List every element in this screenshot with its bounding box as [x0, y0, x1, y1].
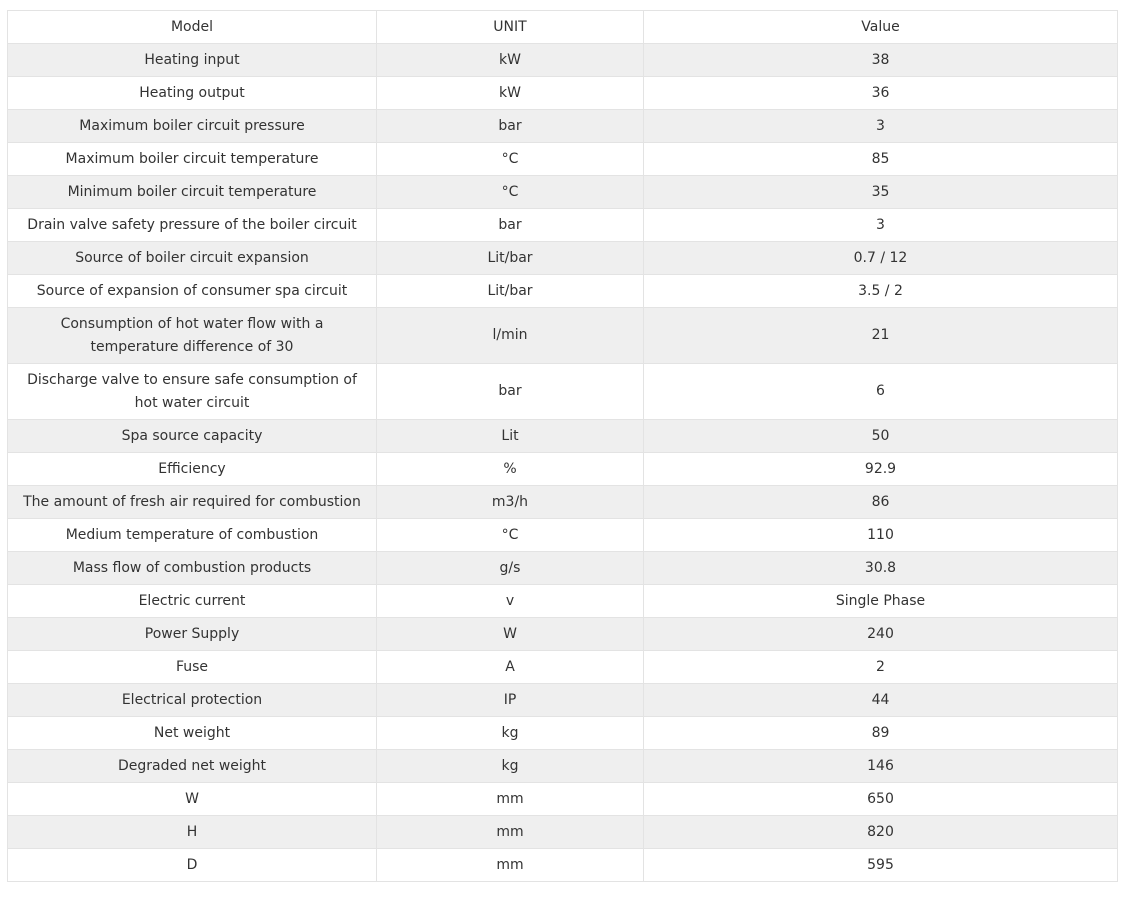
- cell-model: Source of expansion of consumer spa circuit: [8, 275, 377, 308]
- cell-value: 0.7 / 12: [644, 242, 1118, 275]
- cell-model: Maximum boiler circuit pressure: [8, 110, 377, 143]
- table-row: [8, 717, 1118, 750]
- cell-unit: Lit/bar: [377, 275, 644, 308]
- cell-unit: °C: [377, 143, 644, 176]
- table-body: [8, 44, 1118, 882]
- cell-value: 35: [644, 176, 1118, 209]
- table-row: [8, 585, 1118, 618]
- cell-model: D: [8, 849, 377, 882]
- cell-unit: Lit: [377, 420, 644, 453]
- cell-unit: W: [377, 618, 644, 651]
- table-row: [8, 453, 1118, 486]
- cell-value: 44: [644, 684, 1118, 717]
- cell-model: Heating output: [8, 77, 377, 110]
- table-row: [8, 242, 1118, 275]
- cell-value: 240: [644, 618, 1118, 651]
- cell-value: 650: [644, 783, 1118, 816]
- cell-model: Maximum boiler circuit temperature: [8, 143, 377, 176]
- table-row: [8, 816, 1118, 849]
- cell-value: 3: [644, 209, 1118, 242]
- cell-unit: bar: [377, 110, 644, 143]
- cell-model: Efficiency: [8, 453, 377, 486]
- cell-unit: kW: [377, 44, 644, 77]
- cell-model: Electric current: [8, 585, 377, 618]
- cell-model: Mass flow of combustion products: [8, 552, 377, 585]
- cell-model: Source of boiler circuit expansion: [8, 242, 377, 275]
- table-row: [8, 209, 1118, 242]
- cell-value: 6: [644, 364, 1118, 420]
- table-row: [8, 849, 1118, 882]
- table-row: [8, 750, 1118, 783]
- cell-model: Net weight: [8, 717, 377, 750]
- cell-unit: A: [377, 651, 644, 684]
- cell-value: 595: [644, 849, 1118, 882]
- cell-model: H: [8, 816, 377, 849]
- table-row: [8, 783, 1118, 816]
- cell-model: Drain valve safety pressure of the boiler circuit: [8, 209, 377, 242]
- cell-unit: bar: [377, 364, 644, 420]
- cell-unit: mm: [377, 816, 644, 849]
- cell-unit: °C: [377, 519, 644, 552]
- table-row: [8, 143, 1118, 176]
- table-row: [8, 275, 1118, 308]
- table-row: [8, 684, 1118, 717]
- header-model: Model: [8, 11, 377, 44]
- cell-model: Spa source capacity: [8, 420, 377, 453]
- cell-value: 92.9: [644, 453, 1118, 486]
- header-value: Value: [644, 11, 1118, 44]
- header-unit: UNIT: [377, 11, 644, 44]
- cell-value: 21: [644, 308, 1118, 364]
- cell-unit: v: [377, 585, 644, 618]
- cell-value: 3.5 / 2: [644, 275, 1118, 308]
- table-row: [8, 364, 1118, 420]
- cell-model: W: [8, 783, 377, 816]
- cell-unit: bar: [377, 209, 644, 242]
- cell-unit: kg: [377, 717, 644, 750]
- cell-value: 50: [644, 420, 1118, 453]
- cell-unit: kW: [377, 77, 644, 110]
- cell-model: Discharge valve to ensure safe consumption of hot water circuit: [8, 364, 377, 420]
- spec-table: [7, 10, 1118, 882]
- cell-unit: %: [377, 453, 644, 486]
- cell-unit: m3/h: [377, 486, 644, 519]
- table-row: [8, 420, 1118, 453]
- cell-model: Heating input: [8, 44, 377, 77]
- cell-value: 86: [644, 486, 1118, 519]
- table-row: [8, 651, 1118, 684]
- table-row: [8, 552, 1118, 585]
- cell-value: 38: [644, 44, 1118, 77]
- table-row: [8, 77, 1118, 110]
- cell-value: 820: [644, 816, 1118, 849]
- cell-unit: IP: [377, 684, 644, 717]
- cell-unit: g/s: [377, 552, 644, 585]
- cell-value: 30.8: [644, 552, 1118, 585]
- cell-value: 146: [644, 750, 1118, 783]
- spec-table-container: [7, 10, 1117, 882]
- table-row: [8, 44, 1118, 77]
- table-row: [8, 308, 1118, 364]
- cell-value: 36: [644, 77, 1118, 110]
- cell-value: 85: [644, 143, 1118, 176]
- cell-unit: mm: [377, 783, 644, 816]
- cell-model: Consumption of hot water flow with a temperature difference of 30: [8, 308, 377, 364]
- cell-unit: l/min: [377, 308, 644, 364]
- cell-model: Electrical protection: [8, 684, 377, 717]
- table-row: [8, 618, 1118, 651]
- cell-model: Degraded net weight: [8, 750, 377, 783]
- cell-value: 89: [644, 717, 1118, 750]
- cell-unit: kg: [377, 750, 644, 783]
- table-header: [8, 11, 1118, 44]
- cell-unit: Lit/bar: [377, 242, 644, 275]
- cell-model: The amount of fresh air required for combustion: [8, 486, 377, 519]
- cell-value: 2: [644, 651, 1118, 684]
- cell-unit: °C: [377, 176, 644, 209]
- table-row: [8, 110, 1118, 143]
- table-row: [8, 176, 1118, 209]
- cell-value: 3: [644, 110, 1118, 143]
- cell-value: 110: [644, 519, 1118, 552]
- table-row: [8, 486, 1118, 519]
- cell-unit: mm: [377, 849, 644, 882]
- cell-model: Medium temperature of combustion: [8, 519, 377, 552]
- header-row: [8, 11, 1118, 44]
- cell-model: Fuse: [8, 651, 377, 684]
- table-row: [8, 519, 1118, 552]
- cell-value: Single Phase: [644, 585, 1118, 618]
- cell-model: Power Supply: [8, 618, 377, 651]
- cell-model: Minimum boiler circuit temperature: [8, 176, 377, 209]
